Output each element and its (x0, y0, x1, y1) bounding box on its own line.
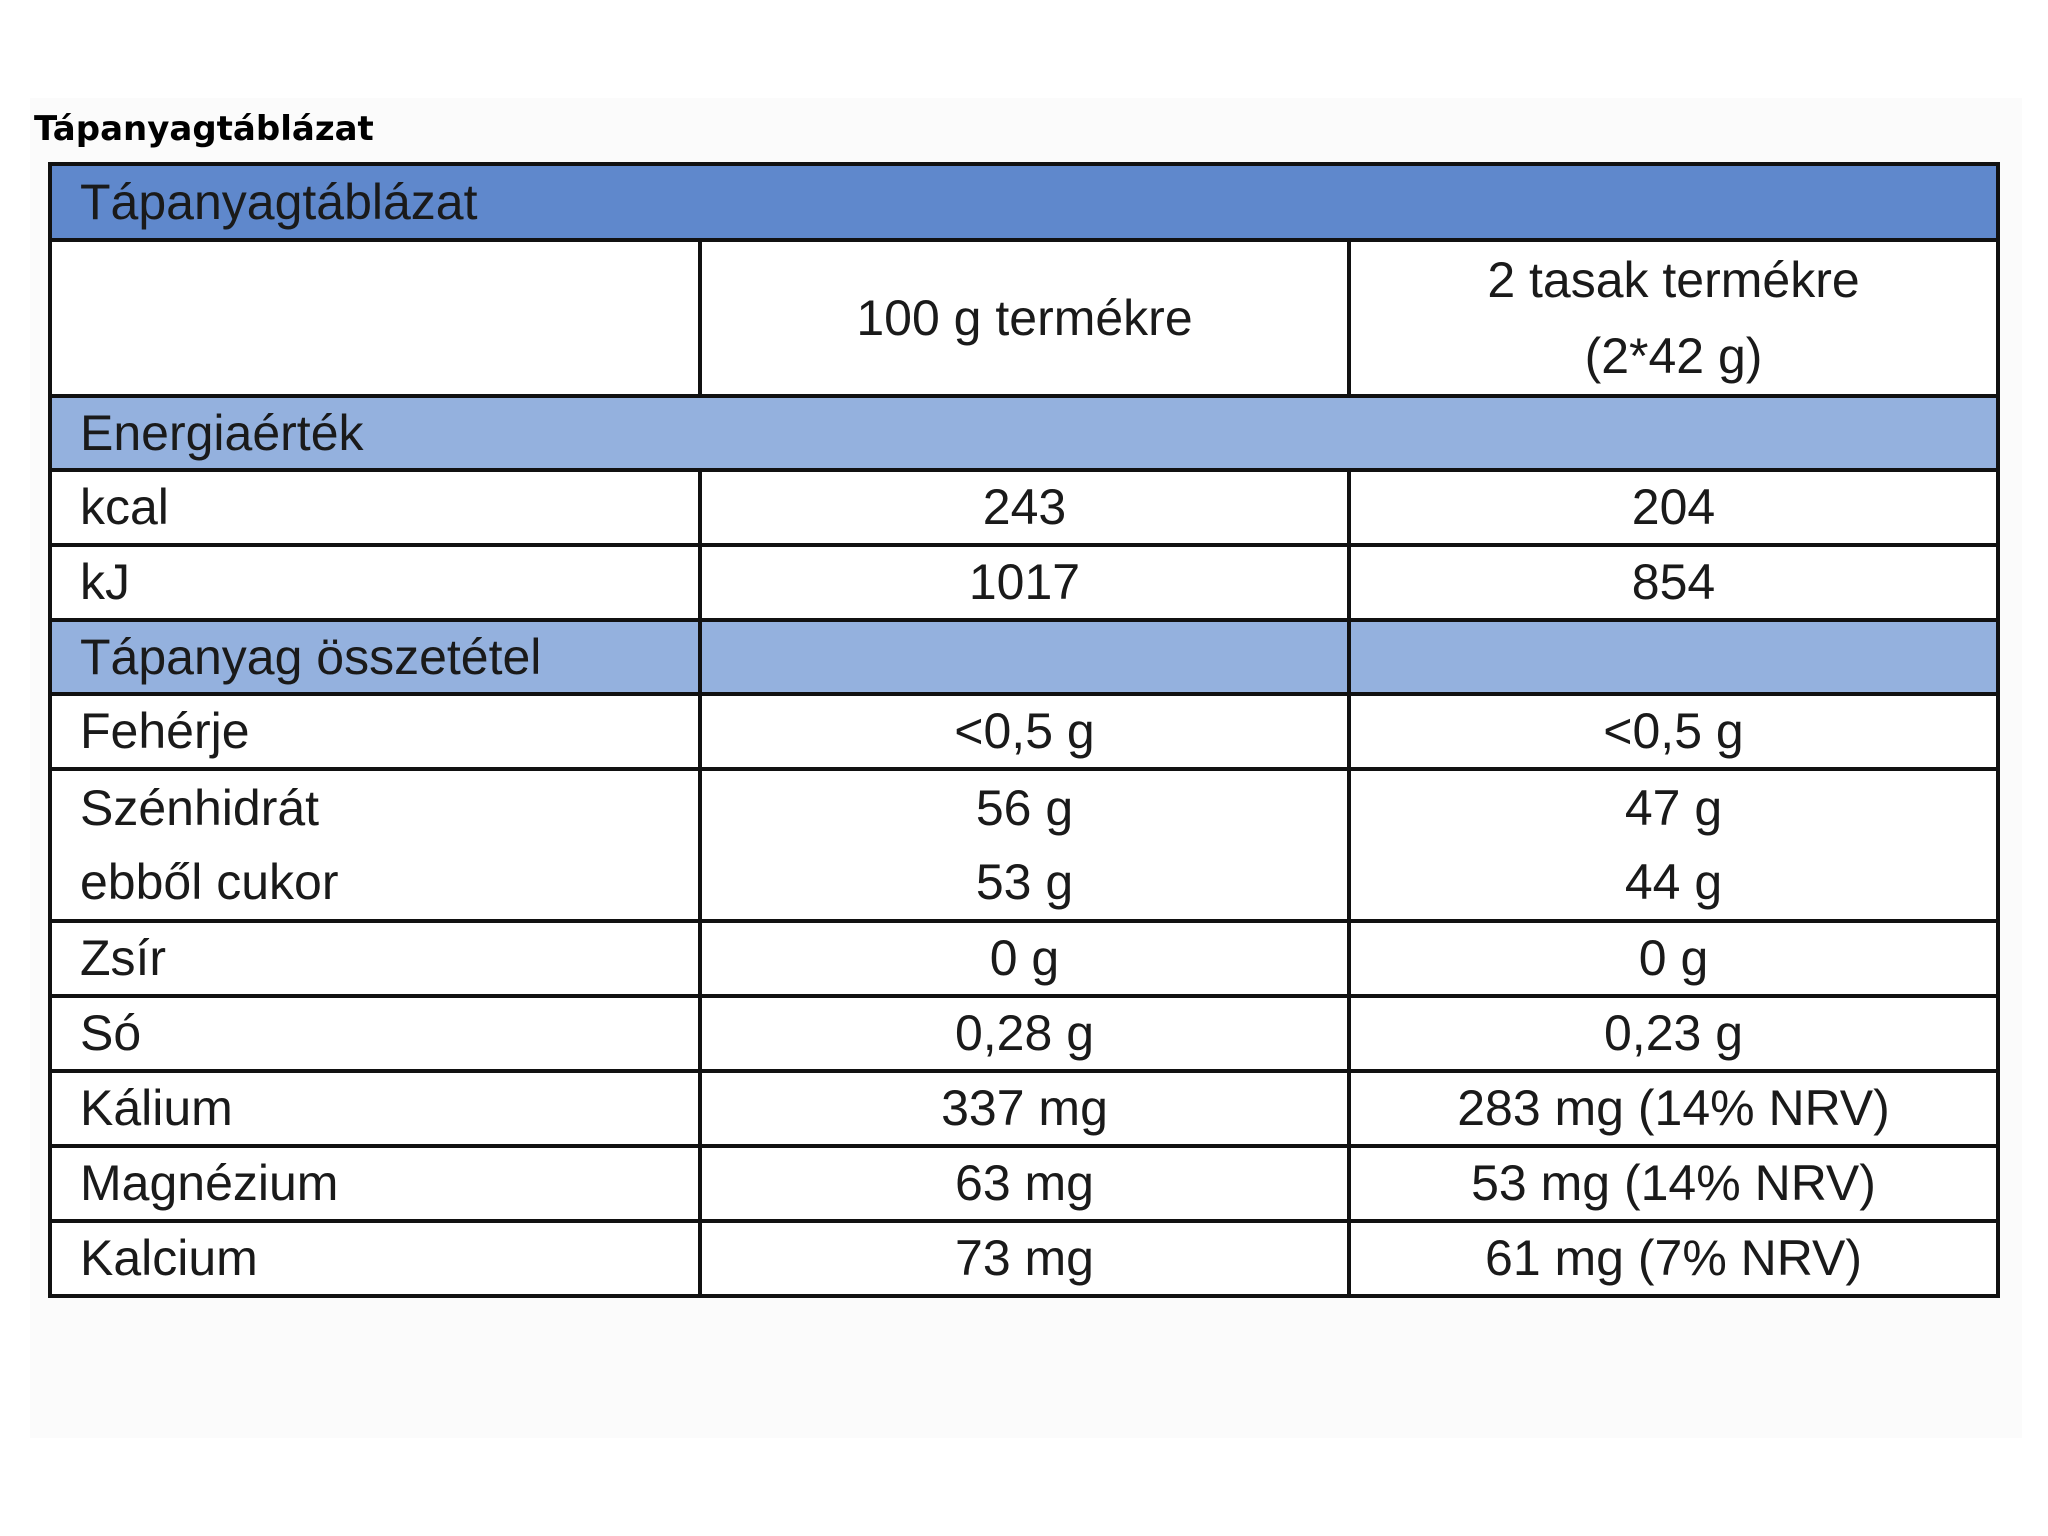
row-value-per-serving: 204 (1349, 470, 1998, 545)
carbohydrate-per-100g: 56 g (975, 780, 1074, 836)
table-row (50, 694, 1998, 769)
header-empty-cell (50, 240, 700, 396)
row-label (50, 769, 700, 921)
row-value-per-100g: 0,28 g (700, 996, 1349, 1071)
header-per-100g (700, 240, 1349, 396)
table-title: Tápanyagtáblázat (50, 164, 1998, 240)
row-value-per-serving: <0,5 g (1349, 694, 1998, 769)
sugar-per-serving: 44 g (1624, 854, 1723, 910)
row-value-per-serving: 0,23 g (1349, 996, 1998, 1071)
section-row-nutrients (50, 620, 1998, 694)
row-value-per-serving: 283 mg (14% NRV) (1349, 1071, 1998, 1146)
section-row-energy (50, 396, 1998, 470)
row-label: Kálium (50, 1071, 700, 1146)
row-value-per-100g: 1017 (700, 545, 1349, 620)
nutrition-table (48, 162, 2000, 1298)
table-row-carbohydrate (50, 769, 1998, 921)
column-header-row (50, 240, 1998, 396)
section-empty-cell (1349, 620, 1998, 694)
sugar-per-100g: 53 g (975, 854, 1074, 910)
row-value-per-serving (1349, 769, 1998, 921)
row-label: Só (50, 996, 700, 1071)
row-label: Fehérje (50, 694, 700, 769)
header-per-serving-label: 2 tasak termékre (1487, 252, 1860, 308)
sugar-label: ebből cukor (80, 854, 339, 910)
section-label-energy: Energiaérték (50, 396, 1998, 470)
section-label-nutrients: Tápanyag összetétel (50, 620, 700, 694)
row-value-per-serving: 0 g (1349, 921, 1998, 996)
carbohydrate-per-serving: 47 g (1624, 780, 1723, 836)
row-value-per-serving: 53 mg (14% NRV) (1349, 1146, 1998, 1221)
row-label: Zsír (50, 921, 700, 996)
page-heading: Tápanyagtáblázat (34, 109, 374, 149)
section-empty-cell (700, 620, 1349, 694)
table-row (50, 996, 1998, 1071)
table-row (50, 1071, 1998, 1146)
row-label: Magnézium (50, 1146, 700, 1221)
header-per-serving-weight: (2*42 g) (1584, 328, 1763, 384)
row-value-per-100g: 337 mg (700, 1071, 1349, 1146)
header-per-serving (1349, 240, 1998, 396)
row-value-per-serving: 61 mg (7% NRV) (1349, 1221, 1998, 1296)
row-value-per-100g: 0 g (700, 921, 1349, 996)
row-value-per-100g: 63 mg (700, 1146, 1349, 1221)
carbohydrate-label: Szénhidrát (80, 780, 320, 836)
table-row (50, 1146, 1998, 1221)
table-title-row (50, 164, 1998, 240)
header-per-100g-label: 100 g termékre (856, 290, 1193, 346)
table-row (50, 545, 1998, 620)
row-value-per-serving: 854 (1349, 545, 1998, 620)
row-value-per-100g: 243 (700, 470, 1349, 545)
row-label: Kalcium (50, 1221, 700, 1296)
row-value-per-100g: 73 mg (700, 1221, 1349, 1296)
row-label: kcal (50, 470, 700, 545)
table-row (50, 470, 1998, 545)
row-value-per-100g: <0,5 g (700, 694, 1349, 769)
table-row (50, 1221, 1998, 1296)
row-value-per-100g (700, 769, 1349, 921)
table-row (50, 921, 1998, 996)
row-label: kJ (50, 545, 700, 620)
